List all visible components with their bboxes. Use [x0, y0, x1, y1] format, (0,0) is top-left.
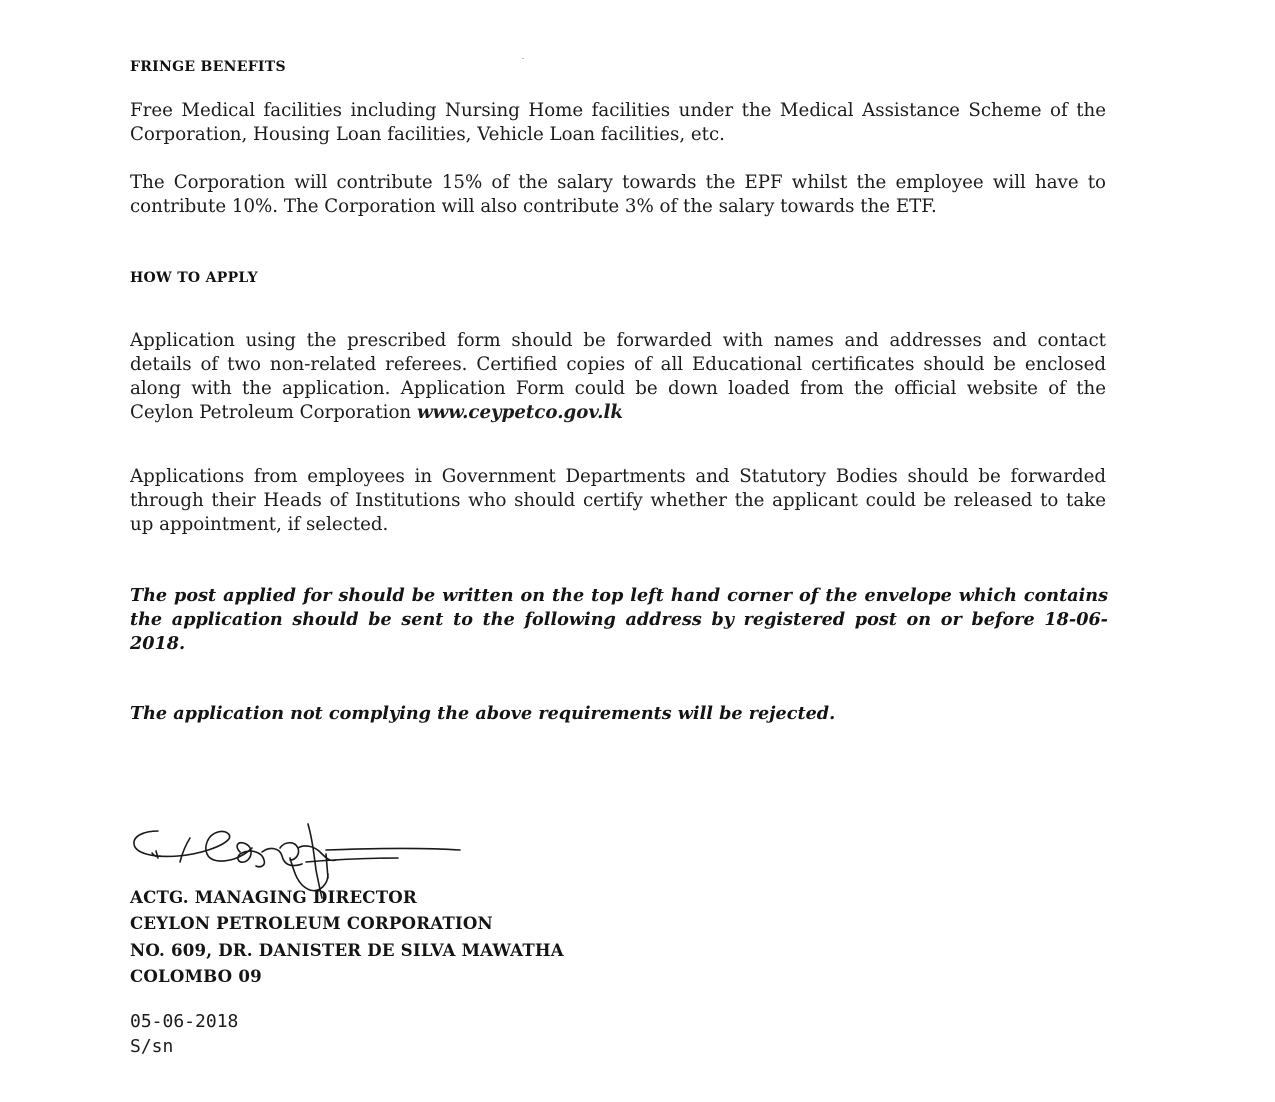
fringe-benefits-heading: FRINGE BENEFITS [130, 59, 286, 75]
document-footer [130, 1009, 238, 1059]
scan-speck [522, 58, 524, 59]
how-to-apply-paragraph-2: Applications from employees in Government Departments and Statutory Bodies should be forwarded through their Heads of Institutions who should certify whether the applicant could be released to take up appointment, if selected. [130, 466, 1106, 535]
how-to-apply-heading: HOW TO APPLY [130, 270, 258, 286]
submission-notice: The post applied for should be written on the top left hand corner of the envelope which contains the application should be sent to the following address by registered post on or before 18-06-2018. [130, 585, 1108, 654]
signatory-city: COLOMBO 09 [130, 965, 262, 986]
fringe-benefits-paragraph-1: Free Medical facilities including Nursing Home facilities under the Medical Assistance Scheme of the Corporation, Housing Loan facilities, Vehicle Loan facilities, etc. [130, 100, 1106, 145]
signatory-address: NO. 609, DR. DANISTER DE SILVA MAWATHA [130, 939, 564, 960]
signatory-organization: CEYLON PETROLEUM CORPORATION [130, 913, 493, 934]
how-to-apply-paragraph-1 [130, 329, 1106, 425]
signatory-title: ACTG. MANAGING DIRECTOR [130, 887, 417, 907]
how-to-apply-paragraph-1-text: Application using the prescribed form should be forwarded with names and addresses and contact details of two non-related referees. Certified copies of all Educational certificates should be enclosed along with the application. Application Form could be down loaded from the official website of the Ceylon Petroleum Corporation [130, 330, 1106, 423]
fringe-benefits-paragraph-2: The Corporation will contribute 15% of the salary towards the EPF whilst the employee will have to contribute 10%. The Corporation will also contribute 3% of the salary towards the ETF. [130, 172, 1106, 217]
handwritten-signature [130, 818, 470, 900]
document-date: 05-06-2018 [130, 1011, 239, 1032]
document-reference: S/sn [130, 1036, 174, 1057]
website-link[interactable]: www.ceypetco.gov.lk [416, 402, 623, 423]
rejection-notice: The application not complying the above requirements will be rejected. [130, 703, 836, 724]
